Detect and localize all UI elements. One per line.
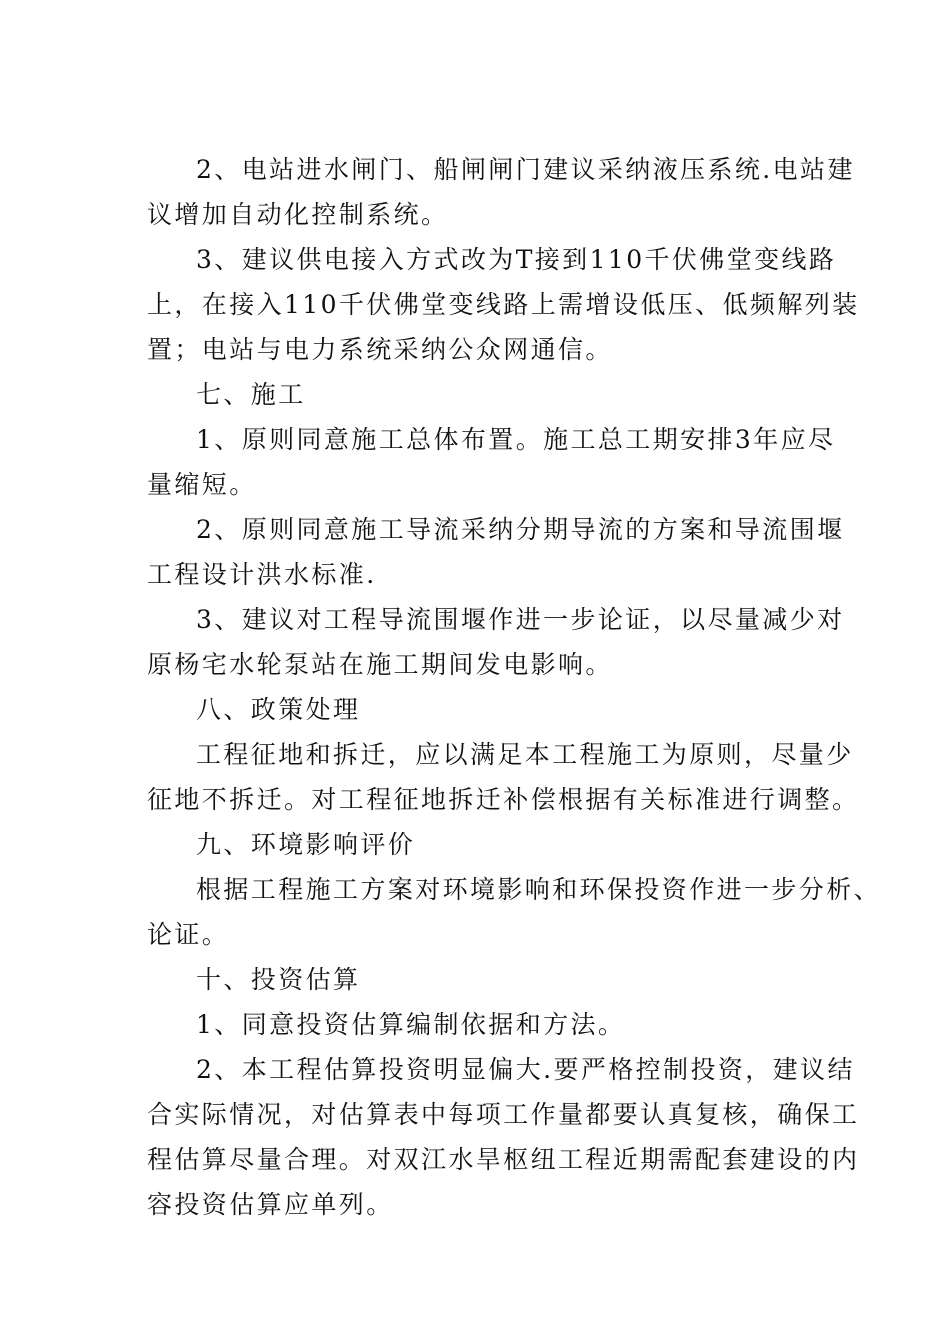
paragraph-line: 1、原则同意施工总体布置。施工总工期安排3年应尽 <box>196 425 836 454</box>
document-body <box>147 147 882 1227</box>
paragraph-line: 2、原则同意施工导流采纳分期导流的方案和导流围堰 <box>196 515 845 544</box>
paragraph-line: 3、建议供电接入方式改为T接到110千伏佛堂变线路 <box>196 245 837 274</box>
paragraph-line: 量缩短。 <box>147 470 257 499</box>
paragraph-line: 上，在接入110千伏佛堂变线路上需增设低压、低频解列装 <box>147 290 860 319</box>
paragraph-line: 原杨宅水轮泵站在施工期间发电影响。 <box>147 650 613 679</box>
paragraph-line: 容投资估算应单列。 <box>147 1190 394 1219</box>
paragraph-line: 程估算尽量合理。对双江水旱枢纽工程近期需配套建设的内 <box>147 1145 860 1174</box>
section-heading: 八、政策处理 <box>196 695 361 724</box>
section-heading: 十、投资估算 <box>196 965 361 994</box>
paragraph-line: 工程征地和拆迁，应以满足本工程施工为原则，尽量少 <box>196 740 854 769</box>
paragraph-line: 1、同意投资估算编制依据和方法。 <box>196 1010 626 1039</box>
paragraph-line: 置；电站与电力系统采纳公众网通信。 <box>147 335 613 364</box>
paragraph-line: 2、本工程估算投资明显偏大.要严格控制投资，建议结 <box>196 1055 855 1084</box>
paragraph-line: 根据工程施工方案对环境影响和环保投资作进一步分析、 <box>196 875 882 904</box>
section-heading: 九、环境影响评价 <box>196 830 416 859</box>
section-heading: 七、施工 <box>196 380 306 409</box>
paragraph-line: 合实际情况，对估算表中每项工作量都要认真复核，确保工 <box>147 1100 860 1129</box>
paragraph-line: 论证。 <box>147 920 230 949</box>
paragraph-line: 征地不拆迁。对工程征地拆迁补偿根据有关标准进行调整。 <box>147 785 860 814</box>
paragraph-line: 3、建议对工程导流围堰作进一步论证，以尽量减少对 <box>196 605 845 634</box>
paragraph-line: 议增加自动化控制系统。 <box>147 200 449 229</box>
paragraph-line: 工程设计洪水标准. <box>147 560 377 589</box>
paragraph-line: 2、电站进水闸门、船闸闸门建议采纳液压系统.电站建 <box>196 155 855 184</box>
